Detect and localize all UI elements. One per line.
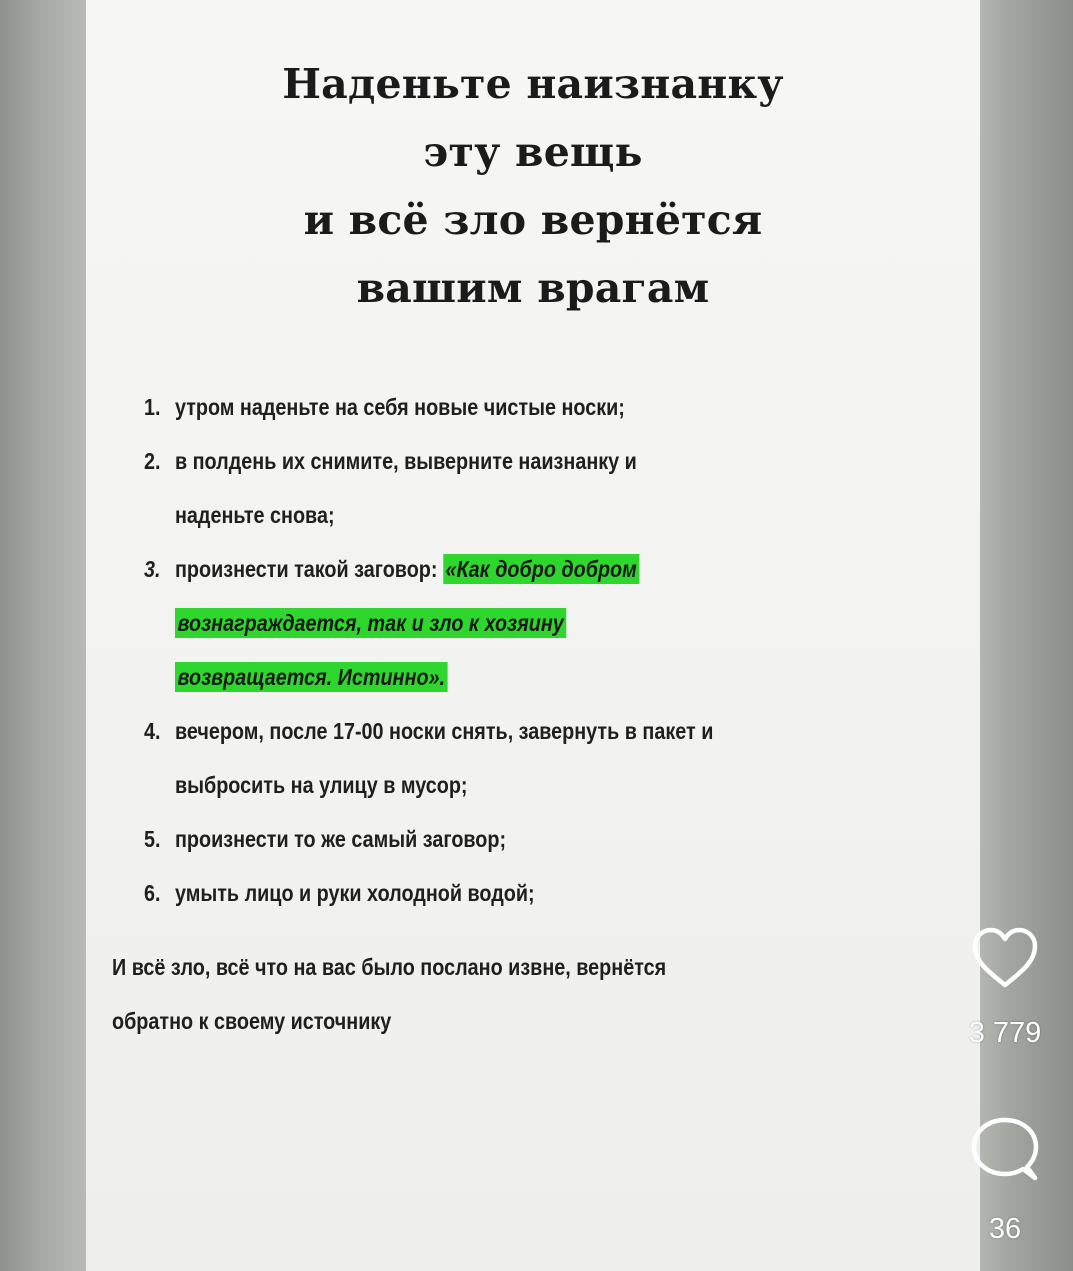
action-rail xyxy=(950,925,1060,1255)
step-text-line xyxy=(175,542,849,596)
outro-line: обратно к своему источнику xyxy=(112,1008,392,1034)
highlighted-spell: возвращается. Истинно». xyxy=(175,662,448,692)
comment-button[interactable] xyxy=(950,1115,1060,1246)
step-number: 1. xyxy=(144,394,161,420)
step-text: выбросить на улицу в мусор; xyxy=(174,772,468,798)
outro-line: И всё зло, всё что на вас было послано извне, вернётся xyxy=(112,954,667,980)
step-number: 6. xyxy=(144,880,161,906)
step-text: произнести такой заговор: xyxy=(174,556,443,582)
title-line: вашим врагам xyxy=(356,264,710,312)
speech-bubble-icon xyxy=(969,1115,1041,1185)
step-number: 3. xyxy=(144,556,161,582)
step-number: 4. xyxy=(144,718,161,744)
step-text: вечером, после 17-00 носки снять, завернуть в пакет и xyxy=(174,718,714,744)
step-text: произнести то же самый заговор; xyxy=(174,826,507,852)
step-number: 5. xyxy=(144,826,161,852)
heart-icon xyxy=(969,925,1041,991)
post-title xyxy=(86,50,980,322)
step-number: 2. xyxy=(144,448,161,474)
step-item xyxy=(144,542,849,704)
step-text-line xyxy=(175,596,849,650)
outro-text xyxy=(112,940,886,1048)
step-item xyxy=(144,866,849,920)
step-item xyxy=(144,380,849,434)
step-item xyxy=(144,704,849,812)
title-line: и всё зло вернётся xyxy=(303,196,763,244)
step-text: наденьте снова; xyxy=(174,502,335,528)
step-text: умыть лицо и руки холодной водой; xyxy=(174,880,535,906)
comment-count: 36 xyxy=(988,1213,1022,1245)
highlighted-spell: «Как добро добром xyxy=(443,554,639,584)
step-text: утром наденьте на себя новые чистые носки; xyxy=(174,394,625,420)
title-line: Наденьте наизнанку xyxy=(282,60,784,108)
post-card xyxy=(86,0,980,1271)
step-text-line xyxy=(175,650,849,704)
step-item xyxy=(144,434,849,542)
like-count: 3 779 xyxy=(968,1017,1042,1049)
like-button[interactable] xyxy=(950,925,1060,1050)
steps-list xyxy=(144,380,849,920)
step-text: в полдень их снимите, выверните наизнанку и xyxy=(174,448,637,474)
title-line: эту вещь xyxy=(423,128,643,176)
step-item xyxy=(144,812,849,866)
highlighted-spell: вознаграждается, так и зло к хозяину xyxy=(175,608,566,638)
